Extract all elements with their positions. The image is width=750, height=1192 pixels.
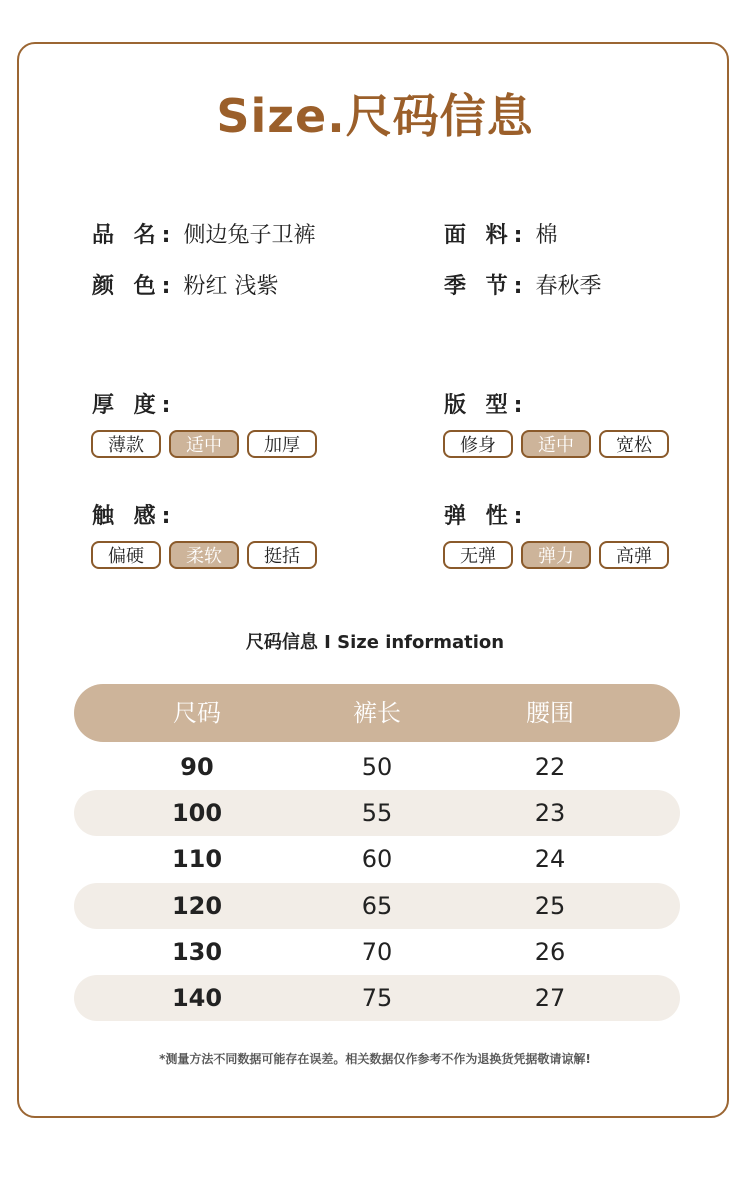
season-label: 季 节:: [444, 274, 529, 299]
fit-label: 版 型:: [444, 393, 529, 418]
fabric-value: 棉: [535, 223, 558, 248]
cell-size: 110: [171, 845, 223, 873]
cell-length: 55: [361, 799, 393, 827]
thickness-option: 适中: [169, 430, 239, 458]
table-row: [74, 836, 680, 882]
table-row: [74, 929, 680, 975]
elasticity-option: 弹力: [521, 541, 591, 569]
cell-waist: 25: [534, 892, 566, 920]
fit-option: 适中: [521, 430, 591, 458]
feel-option: 偏硬: [91, 541, 161, 569]
color-row: [92, 269, 278, 300]
fabric-label: 面 料:: [444, 223, 529, 248]
size-section-title: 尺码信息 I Size information: [245, 632, 505, 653]
fit-options: [443, 430, 669, 458]
feel-label: 触 感:: [92, 504, 177, 529]
thickness-option: 薄款: [91, 430, 161, 458]
elasticity-options: [443, 541, 669, 569]
table-row: [74, 975, 680, 1021]
cell-size: 140: [171, 984, 223, 1012]
season-value: 春秋季: [535, 274, 602, 299]
product-name-label: 品 名:: [92, 223, 177, 248]
cell-size: 90: [180, 753, 214, 781]
feel-options: [91, 541, 317, 569]
cell-waist: 22: [534, 753, 566, 781]
table-row: [74, 883, 680, 929]
cell-length: 60: [361, 845, 393, 873]
page-title: Size.尺码信息: [216, 89, 534, 143]
color-value: 粉红 浅紫: [183, 274, 279, 299]
thickness-option: 加厚: [247, 430, 317, 458]
table-row: [74, 790, 680, 836]
disclaimer-note: *测量方法不同数据可能存在误差。相关数据仅作参考不作为退换货凭据敬请谅解!: [159, 1052, 591, 1066]
color-label: 颜 色:: [92, 274, 177, 299]
cell-length: 75: [361, 984, 393, 1012]
cell-length: 65: [361, 892, 393, 920]
cell-size: 100: [171, 799, 223, 827]
cell-waist: 27: [534, 984, 566, 1012]
header-length: 裤长: [353, 699, 401, 727]
product-name-value: 侧边兔子卫裤: [183, 223, 316, 248]
feel-option: 柔软: [169, 541, 239, 569]
fit-option: 修身: [443, 430, 513, 458]
cell-waist: 26: [534, 938, 566, 966]
feel-option: 挺括: [247, 541, 317, 569]
table-row: [74, 744, 680, 790]
fit-option: 宽松: [599, 430, 669, 458]
header-waist: 腰围: [526, 699, 574, 727]
cell-length: 70: [361, 938, 393, 966]
fabric-row: [444, 218, 557, 249]
season-row: [444, 269, 601, 300]
elasticity-label: 弹 性:: [444, 504, 529, 529]
cell-waist: 24: [534, 845, 566, 873]
cell-length: 50: [361, 753, 393, 781]
elasticity-option: 无弹: [443, 541, 513, 569]
product-name-row: [92, 218, 315, 249]
thickness-label: 厚 度:: [92, 393, 177, 418]
cell-size: 130: [171, 938, 223, 966]
cell-size: 120: [171, 892, 223, 920]
size-table-header: [74, 684, 680, 742]
header-size: 尺码: [173, 699, 221, 727]
cell-waist: 23: [534, 799, 566, 827]
thickness-options: [91, 430, 317, 458]
elasticity-option: 高弹: [599, 541, 669, 569]
